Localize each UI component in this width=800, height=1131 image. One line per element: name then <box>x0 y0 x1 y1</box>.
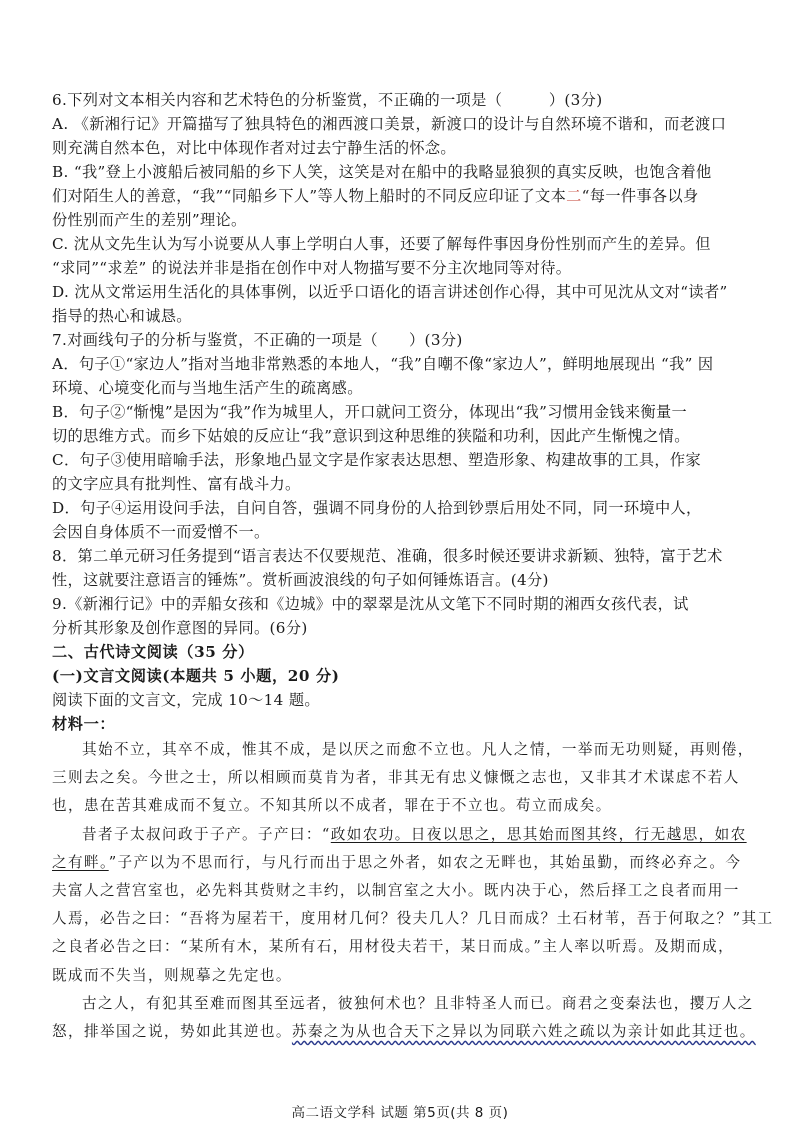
classical-p2-line6: 既成而不失当，则规摹之先定也。 <box>52 966 292 984</box>
classical-p3-line1: 古之人，有犯其至难而图其至远者，彼独何术也？且非特圣人而已。商君之变秦法也，撄万人之 <box>82 994 754 1012</box>
q7-option-b-line1: B．句子②“惭愧”是因为“我”作为城里人，开口就问工资分，体现出“我”习惯用金钱来衡量一 <box>52 403 688 421</box>
classical-p2-line2 <box>52 849 764 877</box>
classical-p2-line3: 夫富人之营宫室也，必先料其赀财之丰约，以制宫室之大小。既内决于心，然后择工之良者而用一 <box>52 881 740 899</box>
q6-option-d-line2: 指导的热心和诚恳。 <box>52 307 192 325</box>
page-footer: 高二语文学科 试题 第5页(共 8 页) <box>291 1105 509 1121</box>
q6-b2-end: “每一件事各以身 <box>581 187 699 205</box>
q9-line1: 9.《新湘行记》中的弄船女孩和《边城》中的翠翠是沈从文笔下不同时期的湘西女孩代表，试 <box>52 595 689 613</box>
underlined-sentence-part2: 之有畔。 <box>52 853 109 871</box>
q8-line1: 8．第二单元研习任务提到“语言表达不仅要规范、准确，很多时候还要讲求新颖、独特，富于艺术 <box>52 547 723 565</box>
q6-option-a-line1: A. 《新湘行记》开篇描写了独具特色的湘西渡口美景，新渡口的设计与自然环境不谐和，而老渡口 <box>52 115 727 133</box>
classical-p1-line1: 其始不立，其卒不成，惟其不成，是以厌之而愈不立也。凡人之情，一举而无功则疑，再则倦， <box>82 741 754 758</box>
subsection-title: (一)文言文阅读(本题共 5 小题，20 分) <box>52 667 340 685</box>
q7-option-a-line1: A．句子①“家边人”指对当地非常熟悉的本地人，“我”自嘲不像“家边人”，鲜明地展现出 “我” 因 <box>52 355 714 373</box>
exam-page <box>52 88 774 1046</box>
q7-option-d-line1: D．句子④运用设问手法，自问自答，强调不同身份的人拾到钞票后用处不同，同一环境中人， <box>52 499 702 517</box>
q6-option-b-line1: B. “我”登上小渡船后被同船的乡下人笑，这笑是对在船中的我略显狼狈的真实反映，也饱含着他 <box>52 163 712 181</box>
q7-option-a-line2: 环境、心境变化而与当地生活产生的疏离感。 <box>52 379 363 397</box>
q8-line2: 性，这就要注意语言的锤炼”。赏析画波浪线的句子如何锤炼语言。(4分) <box>52 571 549 589</box>
q9-line2: 分析其形象及创作意图的异同。(6分) <box>52 619 308 637</box>
q6-option-c-line2: “求同”“求差” 的说法并非是指在创作中对人物描写要不分主次地同等对待。 <box>52 259 572 277</box>
section-title: 二、古代诗文阅读（35 分） <box>52 643 254 661</box>
q7-option-c-line2: 的文字应具有批判性、富有战斗力。 <box>52 475 301 493</box>
q6-option-d-line1: D. 沈从文常运用生活化的具体事例，以近乎口语化的语言讲述创作心得，其中可见沈从文对“读者” <box>52 283 728 301</box>
classical-p3-text: 怒，排举国之说，势如此其逆也。 <box>52 1022 292 1040</box>
q6-option-b-line3: 份性别而产生的差别”理论。 <box>52 211 247 229</box>
classical-p2-line5: 之良者必告之曰：“某所有木，某所有石，用材役夫若干，某日而成。”主人率以听焉。及期而成， <box>52 938 735 956</box>
q6-option-c-line1: C. 沈从文先生认为写小说要从人事上学明白人事，还要了解每件事因身份性别而产生的差异。但 <box>52 235 711 253</box>
classical-p2-text2: ”子产以为不思而行，与凡行而出于思之外者，如农之无畔也，其始虽勤，而终必弃之。今 <box>108 853 742 871</box>
q6-b2-text: 们对陌生人的善意，“我”“同船乡下人”等人物上船时的不同反应印证了文本 <box>52 187 567 205</box>
classical-p2-line1 <box>52 821 764 849</box>
classical-p3-line2 <box>52 1018 764 1046</box>
q6-option-a-line2: 则充满自然本色，对比中体现作者对过去宁静生活的怀念。 <box>52 139 456 157</box>
wavy-underlined-sentence: 苏秦之为从也合天下之异以为同联六姓之疏以为亲计如此其迂也。 <box>291 1022 756 1040</box>
q7-stem: 7.对画线句子的分析与鉴赏，不正确的一项是（ ）(3分) <box>52 331 463 349</box>
q6-option-b-line2 <box>52 184 764 208</box>
underlined-sentence-part1: 政如农功。日夜以思之，思其始而图其终，行无越思，如农 <box>330 825 747 843</box>
classical-p2-line4: 人焉，必告之曰：“吾将为屋若干，度用材几何？役夫几人？几日而成？土石材苇，吾于何取之？”其工 <box>52 910 774 928</box>
classical-p1-line3: 也，患在苦其难成而不复立。不知其所以不成者，罪在于不立也。苟立而成矣。 <box>52 797 612 815</box>
reading-instruction: 阅读下面的文言文，完成 10～14 题。 <box>52 691 320 709</box>
q7-option-c-line1: C．句子③使用暗喻手法，形象地凸显文字是作家表达思想、塑造形象、构建故事的工具，作家 <box>52 451 702 469</box>
q6-b2-red-mark: 二 <box>566 187 582 205</box>
q7-option-d-line2: 会因自身体质不一而爱憎不一。 <box>52 523 270 541</box>
q7-option-b-line2: 切的思维方式。而乡下姑娘的反应让“我”意识到这种思维的狭隘和功利，因此产生惭愧之情。 <box>52 427 690 445</box>
classical-p1-line2: 三则去之矣。今世之士，所以相顾而莫肯为者，非其无有忠义慷慨之志也，又非其才术谋虑不若人 <box>52 769 740 787</box>
classical-p2-text: 昔者子太叔问政于子产。子产曰：“ <box>82 825 331 843</box>
q6-stem: 6.下列对文本相关内容和艺术特色的分析鉴赏，不正确的一项是（ ）(3分) <box>52 91 603 109</box>
material-one-label: 材料一： <box>52 715 116 733</box>
